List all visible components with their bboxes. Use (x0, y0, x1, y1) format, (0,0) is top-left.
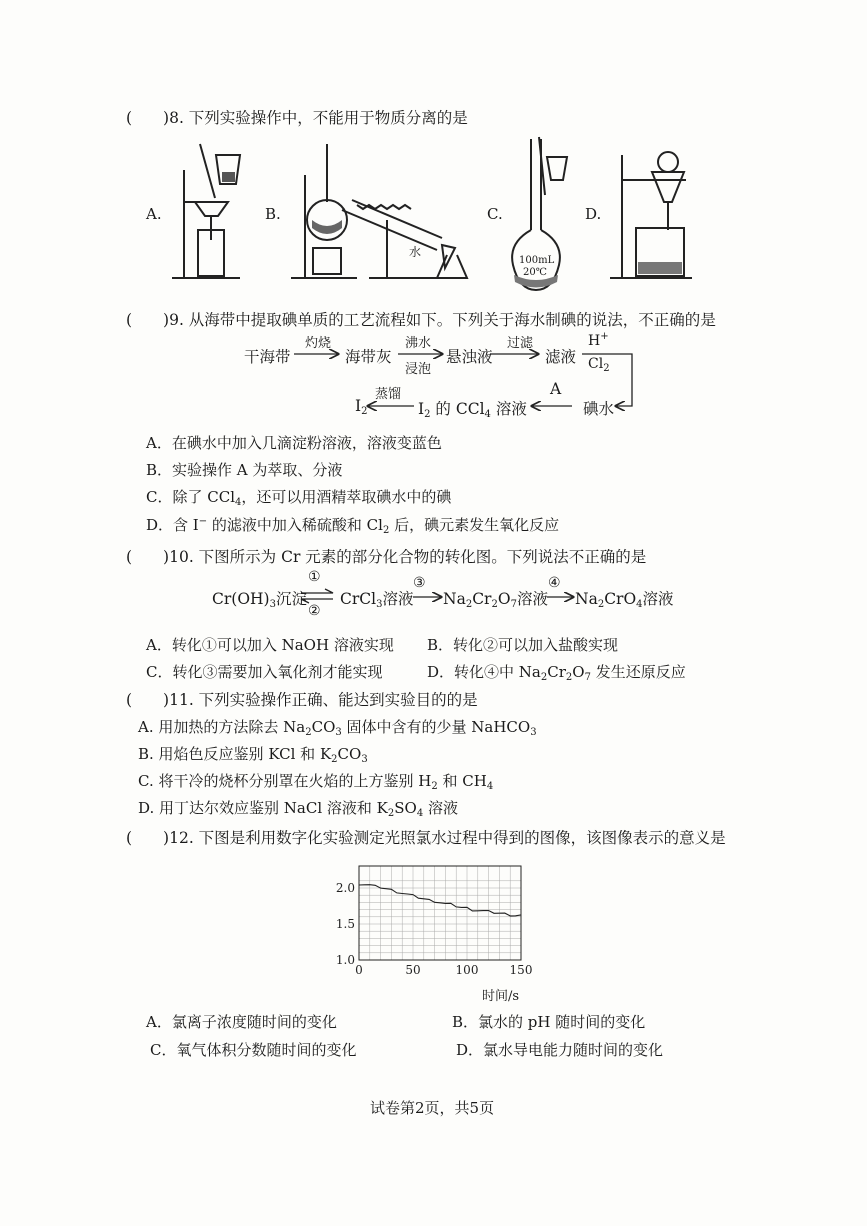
q9-option-a: A．在碘水中加入几滴淀粉溶液，溶液变蓝色 (146, 434, 442, 452)
reaction-1-label: ① (308, 569, 321, 585)
flow-step-a: A (550, 380, 562, 398)
q12-option-b: B．氯水的 pH 随时间的变化 (452, 1013, 646, 1031)
flask-volume-label: 100mL (519, 255, 555, 266)
chart-xtick-label: 150 (509, 963, 533, 977)
cr-chain-arrows (295, 585, 585, 610)
q8-label-b: B. (265, 205, 281, 223)
cr-oh3-node: $Cr(OH)_3$沉淀 (212, 590, 307, 610)
q11-option-a: A. 用加热的方法除去 $Na_2CO_3$ 固体中含有的少量 NaHCO$_3$ (138, 718, 537, 738)
flow-node-kelp-ash: 海带灰 (345, 348, 392, 366)
na2cro4-node: $Na_2CrO_4$溶液 (575, 590, 674, 610)
chart-ytick-label: 1.5 (335, 917, 355, 931)
q12-option-d: D．氯水导电能力随时间的变化 (456, 1041, 664, 1059)
chart-series-line (359, 885, 521, 916)
q12-option-c: C．氧气体积分数随时间的变化 (150, 1041, 357, 1059)
q10-stem: ( )10. 下图所示为 Cr 元素的部分化合物的转化图。下列说法不正确的是 (126, 548, 647, 566)
filtration-apparatus (170, 140, 265, 285)
q10-option-a: A．转化①可以加入 NaOH 溶液实现 (146, 636, 394, 654)
q10-option-d: D．转化④中 $Na_2Cr_2O_7$ 发生还原反应 (427, 663, 686, 683)
chart-xlabel: 时间/s (482, 989, 520, 1004)
flow-node-suspension: 悬浊液 (446, 348, 493, 366)
q9-stem: ( )9. 从海带中提取碘单质的工艺流程如下。下列关于海水制碘的说法，不正确的是 (126, 311, 716, 329)
chart-xtick-label: 50 (405, 963, 421, 977)
q9-option-d: D．含 I− 的滤液中加入稀硫酸和 $Cl_2$ 后，碘元素发生氧化反应 (146, 516, 560, 536)
flow-reagent-cl2: $Cl_2$ (588, 356, 610, 374)
q12-stem: ( )12. 下图是利用数字化实验测定光照氯水过程中得到的图像，该图像表示的意义是 (126, 829, 726, 847)
page-footer: 试卷第2页，共5页 (370, 1099, 495, 1117)
flow-step-soak: 浸泡 (405, 362, 432, 377)
chart-xtick-label: 0 (355, 963, 363, 977)
q8-label-a: A. (146, 205, 162, 223)
reaction-3-label: ③ (413, 575, 426, 591)
q9-option-b: B．实验操作 A 为萃取、分液 (146, 461, 343, 479)
flow-step-filter: 过滤 (507, 336, 534, 351)
flow-step-burn: 灼烧 (305, 336, 332, 351)
q8-stem: ( )8. 下列实验操作中，不能用于物质分离的是 (126, 109, 468, 127)
q9-option-c: C．除了 CCl$_4$，还可以用酒精萃取碘水中的碘 (146, 488, 452, 508)
flask-temp-label: 20℃ (523, 267, 547, 278)
q8-label-c: C. (487, 205, 503, 223)
q8-label-d: D. (585, 205, 602, 223)
q11-stem: ( )11. 下列实验操作正确、能达到实验目的的是 (126, 691, 478, 709)
flow-node-dry-kelp: 干海带 (244, 348, 291, 366)
q11-option-c: C. 将干冷的烧杯分别罩在火焰的上方鉴别 $H_2$ 和 $CH_4$ (138, 772, 494, 792)
flow-step-boil-water: 沸水 (405, 336, 432, 351)
flow-step-distill: 蒸馏 (375, 387, 402, 402)
flow-node-iodine-water: 碘水 (583, 400, 615, 418)
flow-node-i2: $I_2$ (355, 397, 368, 417)
q10-option-b: B．转化②可以加入盐酸实现 (427, 636, 619, 654)
na2cr2o7-node: $Na_2Cr_2O_7$溶液 (443, 590, 548, 610)
flow-node-i2-ccl4: $I_2$ 的 CCl$_4$ 溶液 (418, 400, 527, 420)
separatory-funnel (608, 140, 698, 285)
chart-xtick-label: 100 (455, 963, 479, 977)
q11-option-d: D. 用丁达尔效应鉴别 NaCl 溶液和 $K_2SO_4$ 溶液 (138, 799, 458, 819)
distillation-apparatus (287, 140, 477, 285)
chart-ytick-label: 1.0 (335, 953, 355, 967)
q10-option-c: C．转化③需要加入氧化剂才能实现 (146, 663, 383, 681)
chlorine-water-chart (322, 858, 547, 1006)
flow-reagent-h: H+ (588, 331, 609, 349)
flow-node-filtrate: 滤液 (545, 348, 577, 366)
q11-option-b: B. 用焰色反应鉴别 KCl 和 $K_2CO_3$ (138, 745, 368, 765)
crcl3-node: CrCl$_3$溶液 (340, 590, 414, 610)
chart-ytick-label: 2.0 (335, 881, 355, 895)
q12-option-a: A．氯离子浓度随时间的变化 (146, 1013, 337, 1031)
reaction-2-label: ② (308, 603, 321, 619)
reaction-4-label: ④ (548, 575, 561, 591)
water-label: 水 (409, 245, 422, 259)
